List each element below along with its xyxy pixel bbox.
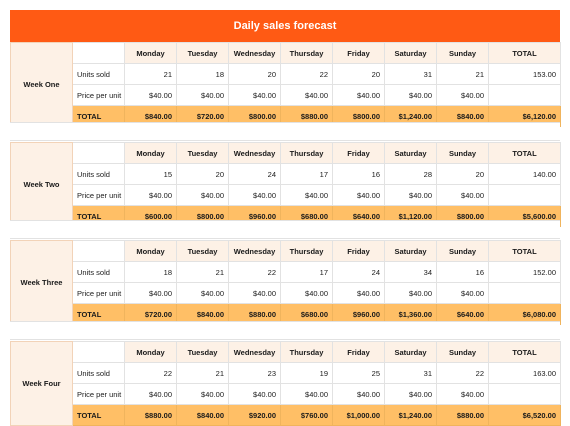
day-header: Saturday (385, 342, 437, 363)
total-cell[interactable]: $800.00 (229, 106, 281, 127)
price-cell[interactable]: $40.00 (177, 185, 229, 206)
total-cell[interactable]: $880.00 (229, 304, 281, 325)
total-cell[interactable]: $1,120.00 (385, 206, 437, 227)
total-header: TOTAL (489, 241, 561, 262)
price-row (11, 384, 561, 405)
week-table (10, 341, 561, 426)
price-cell[interactable]: $40.00 (437, 85, 489, 106)
week-table (10, 42, 561, 127)
week-table (10, 240, 561, 325)
units-cell[interactable]: 21 (125, 64, 177, 85)
units-total-cell[interactable]: 163.00 (489, 363, 561, 384)
day-header: Tuesday (177, 342, 229, 363)
units-cell[interactable]: 21 (177, 363, 229, 384)
total-row (11, 405, 561, 426)
day-header: Thursday (281, 43, 333, 64)
header-row (11, 342, 561, 363)
day-header: Friday (333, 241, 385, 262)
day-header: Monday (125, 143, 177, 164)
day-header: Wednesday (229, 241, 281, 262)
total-cell[interactable]: $720.00 (125, 304, 177, 325)
day-header: Sunday (437, 143, 489, 164)
day-header: Sunday (437, 241, 489, 262)
day-header: Saturday (385, 143, 437, 164)
price-cell[interactable]: $40.00 (229, 384, 281, 405)
units-label: Units sold (73, 262, 125, 283)
total-header: TOTAL (489, 342, 561, 363)
price-cell[interactable]: $40.00 (125, 185, 177, 206)
total-cell[interactable]: $960.00 (333, 304, 385, 325)
price-cell[interactable]: $40.00 (281, 85, 333, 106)
price-cell[interactable]: $40.00 (437, 185, 489, 206)
total-label: TOTAL (73, 405, 125, 426)
total-cell[interactable]: $720.00 (177, 106, 229, 127)
price-cell[interactable]: $40.00 (125, 384, 177, 405)
price-cell[interactable]: $40.00 (229, 283, 281, 304)
units-cell[interactable]: 16 (437, 262, 489, 283)
total-cell[interactable]: $840.00 (177, 304, 229, 325)
units-cell[interactable]: 31 (385, 363, 437, 384)
price-cell[interactable]: $40.00 (385, 85, 437, 106)
price-total-empty[interactable] (489, 283, 561, 304)
units-cell[interactable]: 16 (333, 164, 385, 185)
price-label: Price per unit (73, 384, 125, 405)
units-row (11, 164, 561, 185)
grand-total-cell[interactable]: $5,600.00 (489, 206, 561, 227)
units-cell[interactable]: 24 (333, 262, 385, 283)
price-cell[interactable]: $40.00 (229, 85, 281, 106)
units-cell[interactable]: 20 (437, 164, 489, 185)
price-cell[interactable]: $40.00 (177, 384, 229, 405)
grand-total-cell[interactable]: $6,520.00 (489, 405, 561, 426)
header-blank-cell (73, 241, 125, 262)
units-row (11, 262, 561, 283)
price-row (11, 85, 561, 106)
day-header: Tuesday (177, 241, 229, 262)
price-cell[interactable]: $40.00 (281, 384, 333, 405)
total-label: TOTAL (73, 206, 125, 227)
total-cell[interactable]: $680.00 (281, 206, 333, 227)
total-cell[interactable]: $840.00 (177, 405, 229, 426)
price-cell[interactable]: $40.00 (177, 283, 229, 304)
price-label: Price per unit (73, 85, 125, 106)
units-cell[interactable]: 22 (437, 363, 489, 384)
total-cell[interactable]: $1,240.00 (385, 106, 437, 127)
units-row (11, 363, 561, 384)
header-row (11, 143, 561, 164)
price-cell[interactable]: $40.00 (229, 185, 281, 206)
spacer-row (10, 321, 560, 340)
day-header: Monday (125, 342, 177, 363)
price-label: Price per unit (73, 185, 125, 206)
units-cell[interactable]: 22 (229, 262, 281, 283)
week-table (10, 142, 561, 227)
total-cell[interactable]: $840.00 (437, 106, 489, 127)
day-header: Saturday (385, 241, 437, 262)
total-cell[interactable]: $840.00 (125, 106, 177, 127)
header-blank-cell (73, 143, 125, 164)
total-label: TOTAL (73, 304, 125, 325)
price-cell[interactable]: $40.00 (333, 283, 385, 304)
grand-total-cell[interactable]: $6,080.00 (489, 304, 561, 325)
day-header: Friday (333, 342, 385, 363)
day-header: Monday (125, 43, 177, 64)
spacer-row (10, 122, 560, 141)
day-header: Thursday (281, 143, 333, 164)
day-header: Monday (125, 241, 177, 262)
price-cell[interactable]: $40.00 (281, 185, 333, 206)
day-header: Friday (333, 143, 385, 164)
price-cell[interactable]: $40.00 (385, 384, 437, 405)
sheet-title: Daily sales forecast (10, 10, 560, 42)
day-header: Tuesday (177, 43, 229, 64)
total-cell[interactable]: $640.00 (437, 304, 489, 325)
units-cell[interactable]: 25 (333, 363, 385, 384)
units-cell[interactable]: 17 (281, 262, 333, 283)
week-label: Week Two (11, 143, 73, 227)
units-label: Units sold (73, 164, 125, 185)
units-cell[interactable]: 22 (125, 363, 177, 384)
price-total-empty[interactable] (489, 185, 561, 206)
total-cell[interactable]: $680.00 (281, 304, 333, 325)
day-header: Wednesday (229, 143, 281, 164)
total-cell[interactable]: $640.00 (333, 206, 385, 227)
price-total-empty[interactable] (489, 384, 561, 405)
total-cell[interactable]: $600.00 (125, 206, 177, 227)
total-cell[interactable]: $1,000.00 (333, 405, 385, 426)
price-cell[interactable]: $40.00 (385, 185, 437, 206)
day-header: Saturday (385, 43, 437, 64)
total-cell[interactable]: $880.00 (125, 405, 177, 426)
price-label: Price per unit (73, 283, 125, 304)
units-cell[interactable]: 24 (229, 164, 281, 185)
day-header: Sunday (437, 342, 489, 363)
total-cell[interactable]: $1,240.00 (385, 405, 437, 426)
price-cell[interactable]: $40.00 (385, 283, 437, 304)
units-cell[interactable]: 34 (385, 262, 437, 283)
spacer-row (10, 220, 560, 239)
day-header: Wednesday (229, 342, 281, 363)
units-label: Units sold (73, 363, 125, 384)
week-label: Week One (11, 43, 73, 127)
total-header: TOTAL (489, 143, 561, 164)
total-cell[interactable]: $760.00 (281, 405, 333, 426)
price-cell[interactable]: $40.00 (125, 283, 177, 304)
header-row (11, 43, 561, 64)
units-total-cell[interactable]: 140.00 (489, 164, 561, 185)
total-cell[interactable]: $1,360.00 (385, 304, 437, 325)
units-cell[interactable]: 23 (229, 363, 281, 384)
day-header: Thursday (281, 241, 333, 262)
units-cell[interactable]: 22 (281, 64, 333, 85)
price-total-empty[interactable] (489, 85, 561, 106)
total-cell[interactable]: $800.00 (437, 206, 489, 227)
day-header: Tuesday (177, 143, 229, 164)
price-cell[interactable]: $40.00 (437, 283, 489, 304)
price-cell[interactable]: $40.00 (333, 85, 385, 106)
price-cell[interactable]: $40.00 (333, 185, 385, 206)
total-label: TOTAL (73, 106, 125, 127)
units-cell[interactable]: 20 (333, 64, 385, 85)
price-cell[interactable]: $40.00 (125, 85, 177, 106)
units-total-cell[interactable]: 153.00 (489, 64, 561, 85)
total-cell[interactable]: $800.00 (333, 106, 385, 127)
header-blank-cell (73, 342, 125, 363)
units-label: Units sold (73, 64, 125, 85)
price-cell[interactable]: $40.00 (333, 384, 385, 405)
units-cell[interactable]: 21 (437, 64, 489, 85)
units-cell[interactable]: 18 (177, 64, 229, 85)
units-cell[interactable]: 28 (385, 164, 437, 185)
grand-total-cell[interactable]: $6,120.00 (489, 106, 561, 127)
total-cell[interactable]: $960.00 (229, 206, 281, 227)
units-cell[interactable]: 20 (229, 64, 281, 85)
price-row (11, 283, 561, 304)
units-cell[interactable]: 18 (125, 262, 177, 283)
day-header: Friday (333, 43, 385, 64)
units-cell[interactable]: 19 (281, 363, 333, 384)
units-cell[interactable]: 17 (281, 164, 333, 185)
week-label: Week Four (11, 342, 73, 426)
total-cell[interactable]: $800.00 (177, 206, 229, 227)
price-cell[interactable]: $40.00 (281, 283, 333, 304)
units-row (11, 64, 561, 85)
total-header: TOTAL (489, 43, 561, 64)
units-cell[interactable]: 15 (125, 164, 177, 185)
total-cell[interactable]: $920.00 (229, 405, 281, 426)
total-cell[interactable]: $880.00 (437, 405, 489, 426)
units-cell[interactable]: 31 (385, 64, 437, 85)
units-total-cell[interactable]: 152.00 (489, 262, 561, 283)
price-row (11, 185, 561, 206)
day-header: Thursday (281, 342, 333, 363)
units-cell[interactable]: 21 (177, 262, 229, 283)
total-cell[interactable]: $880.00 (281, 106, 333, 127)
price-cell[interactable]: $40.00 (437, 384, 489, 405)
price-cell[interactable]: $40.00 (177, 85, 229, 106)
day-header: Wednesday (229, 43, 281, 64)
week-label: Week Three (11, 241, 73, 325)
header-blank-cell (73, 43, 125, 64)
header-row (11, 241, 561, 262)
units-cell[interactable]: 20 (177, 164, 229, 185)
day-header: Sunday (437, 43, 489, 64)
